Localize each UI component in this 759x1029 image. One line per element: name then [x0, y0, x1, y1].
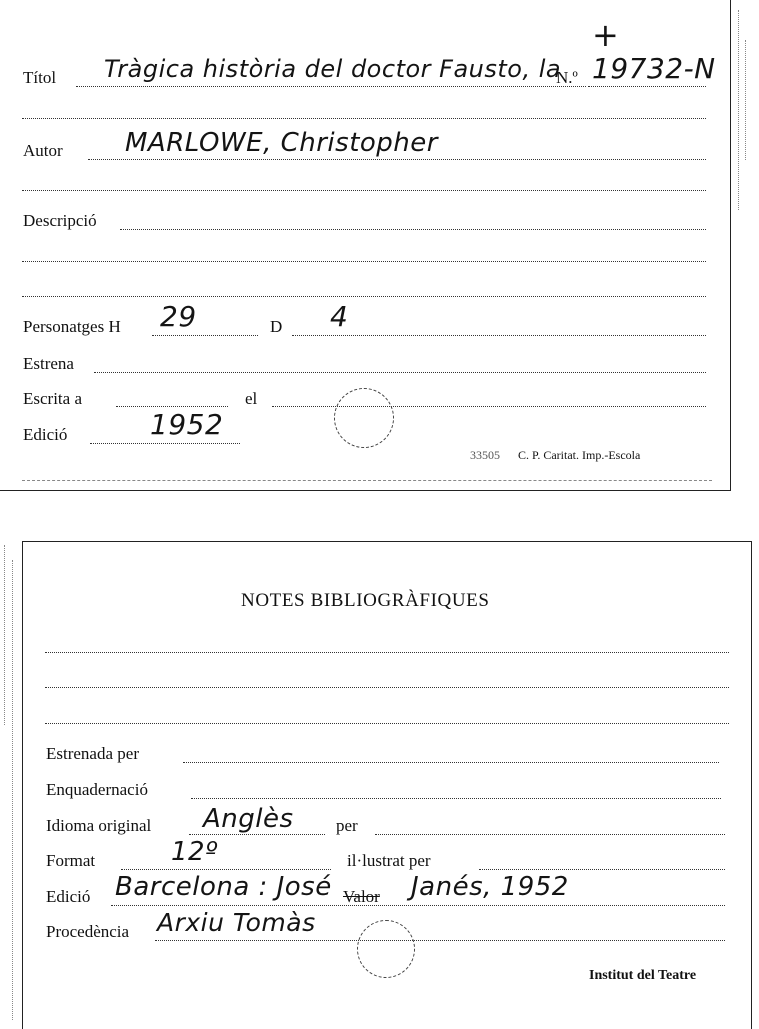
estrena-line — [94, 372, 706, 373]
estrenada-label: Estrenada per — [46, 744, 139, 763]
edicio-label-back: Edició — [46, 887, 91, 906]
personatges-d-label: D — [270, 317, 283, 336]
escrita-label: Escrita a — [23, 389, 82, 408]
scan-noise — [738, 10, 739, 210]
printer-text: C. P. Caritat. Imp.-Escola — [518, 448, 641, 462]
autor-value: MARLOWE, Christopher — [125, 128, 438, 158]
cross-mark: + — [592, 16, 620, 54]
descripcio-line-3 — [22, 296, 706, 297]
scan-noise — [12, 560, 13, 1020]
edicio-line — [90, 443, 240, 444]
edicio-line-back — [111, 905, 725, 906]
catalog-card-front — [0, 0, 731, 491]
illustrat-label: il·lustrat per — [347, 851, 431, 870]
valor-label: Valor — [343, 887, 380, 906]
format-label: Format — [46, 851, 96, 870]
edicio-value-a: Barcelona : José — [115, 872, 332, 902]
procedencia-value: Arxiu Tomàs — [157, 908, 316, 937]
illustrat-line — [479, 869, 725, 870]
idioma-line — [189, 834, 325, 835]
format-line — [121, 869, 331, 870]
descripcio-label: Descripció — [23, 211, 97, 230]
titol-line-2 — [22, 118, 706, 119]
notes-line-1 — [45, 652, 729, 653]
escrita-line — [116, 406, 228, 407]
descripcio-line-2 — [22, 261, 706, 262]
institution-stamp: Institut del Teatre — [589, 968, 697, 983]
estrena-label: Estrena — [23, 354, 74, 373]
personatges-h-line — [152, 335, 258, 336]
titol-label: Títol — [23, 68, 57, 87]
personatges-d-line — [292, 335, 706, 336]
notes-line-2 — [45, 687, 729, 688]
per-label: per — [336, 816, 358, 835]
personatges-label: Personatges H — [23, 317, 121, 336]
idioma-value: Anglès — [203, 804, 294, 834]
number-label: N.º — [556, 68, 578, 87]
titol-value: Tràgica història del doctor Fausto, la — [104, 55, 562, 83]
scan-noise — [4, 545, 5, 725]
number-value: 19732-N — [592, 52, 716, 85]
enquadernacio-label: Enquadernació — [46, 780, 148, 799]
procedencia-label: Procedència — [46, 922, 130, 941]
punch-hole — [334, 388, 394, 448]
descripcio-line — [120, 229, 706, 230]
idioma-label: Idioma original — [46, 816, 152, 835]
personatges-h-value: 29 — [160, 300, 197, 333]
punch-hole-back — [357, 920, 415, 978]
el-label: el — [245, 389, 258, 408]
edicio-label: Edició — [23, 425, 68, 444]
format-value: 12º — [171, 837, 218, 867]
edicio-value: 1952 — [150, 408, 224, 441]
enquadernacio-line — [191, 798, 721, 799]
procedencia-line — [155, 940, 725, 941]
estrenada-line — [183, 762, 719, 763]
per-line — [375, 834, 725, 835]
printer-code: 33505 — [470, 448, 500, 462]
catalog-card-back — [22, 541, 752, 1029]
edicio-value-b: Janés, 1952 — [411, 872, 569, 902]
notes-line-3 — [45, 723, 729, 724]
number-line — [588, 86, 706, 87]
autor-line — [88, 159, 706, 160]
scan-edge-artifact — [22, 480, 712, 481]
titol-line — [76, 86, 586, 87]
card-heading: NOTES BIBLIOGRÀFIQUES — [241, 590, 490, 611]
autor-line-2 — [22, 190, 706, 191]
scan-noise — [745, 40, 746, 160]
personatges-d-value: 4 — [330, 300, 349, 333]
autor-label: Autor — [23, 141, 63, 160]
